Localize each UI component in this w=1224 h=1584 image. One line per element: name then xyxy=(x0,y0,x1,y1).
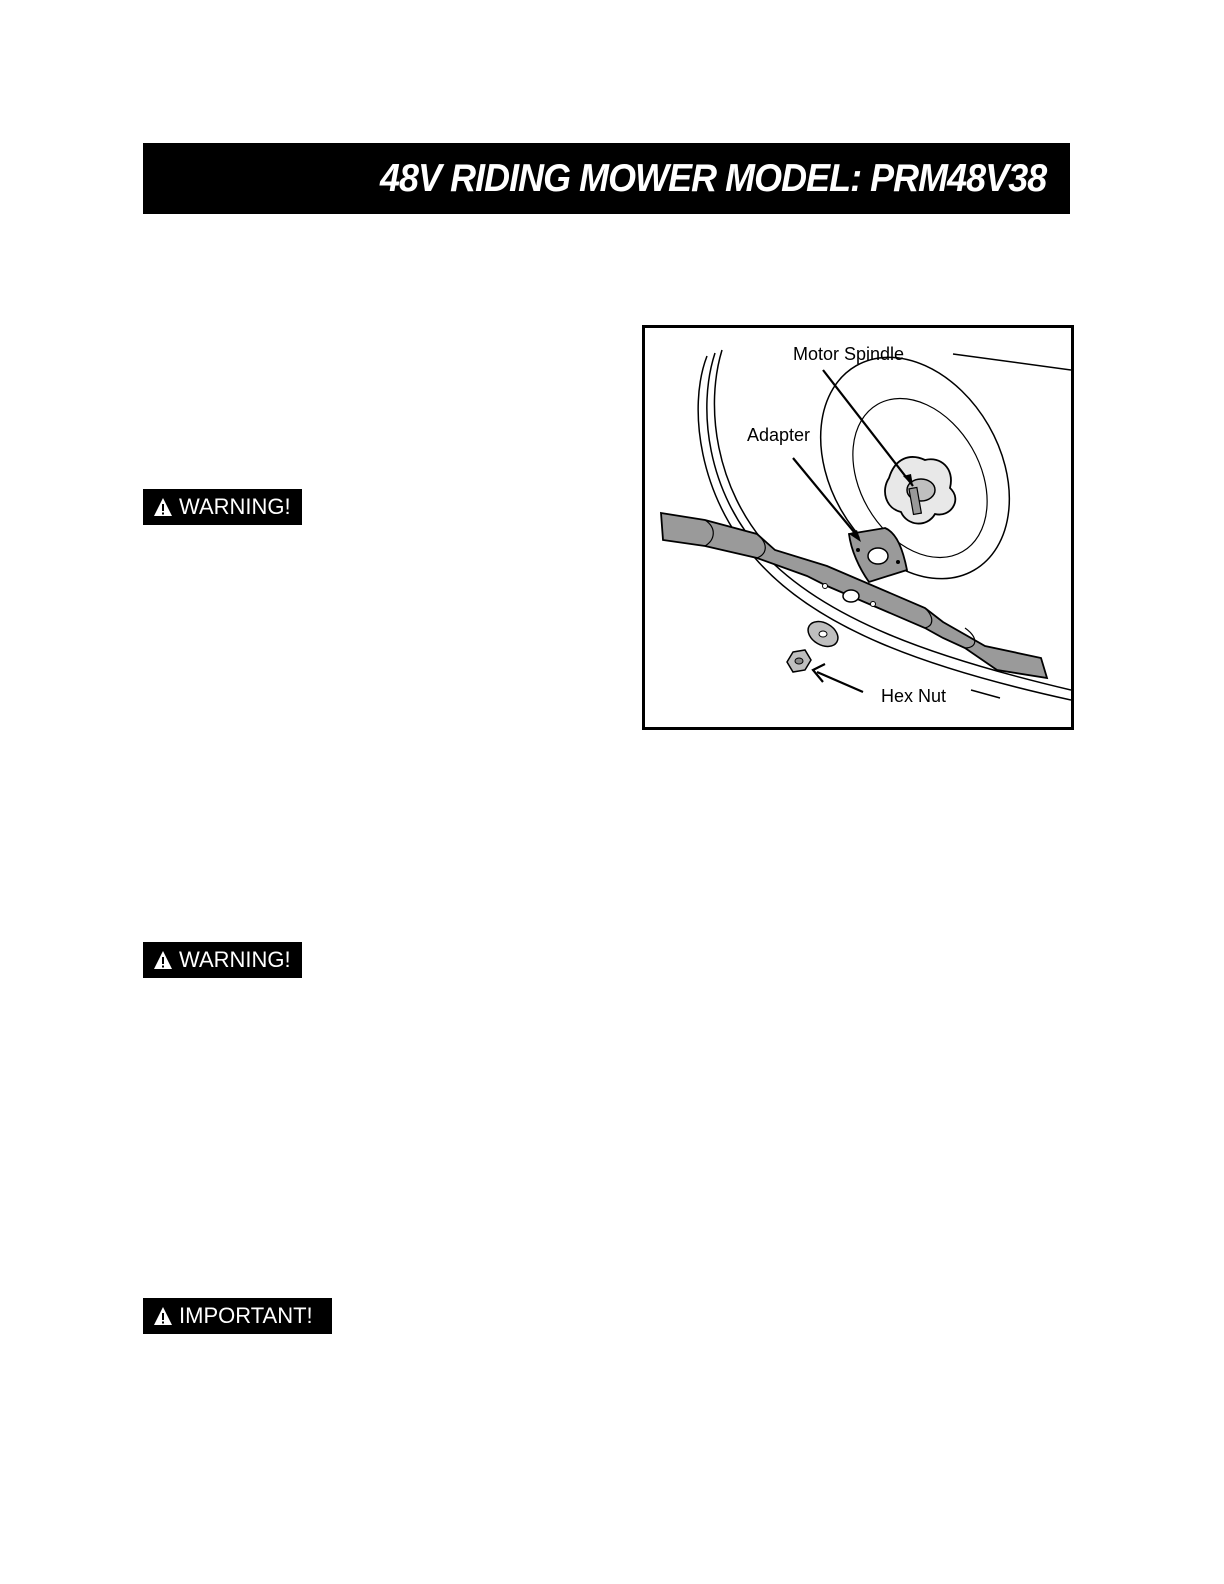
warning-badge-label: WARNING! xyxy=(179,947,291,972)
motor-spindle-label: Motor Spindle xyxy=(793,344,905,364)
warning-badge xyxy=(143,489,302,525)
important-badge-label: IMPORTANT! xyxy=(179,1303,313,1328)
hex-nut-label: Hex Nut xyxy=(881,686,947,706)
warning-badge xyxy=(143,942,302,978)
warning-triangle-icon xyxy=(153,497,173,517)
important-badge xyxy=(143,1298,332,1334)
header-bar xyxy=(143,143,1070,214)
blade-assembly-diagram xyxy=(642,325,1074,730)
adapter-label: Adapter xyxy=(747,425,811,445)
page-title: 48V RIDING MOWER MODEL: PRM48V38 xyxy=(379,156,1046,200)
warning-triangle-icon xyxy=(153,950,173,970)
warning-triangle-icon xyxy=(153,1306,173,1326)
blade-assembly-illustration xyxy=(645,328,1071,727)
warning-badge-label: WARNING! xyxy=(179,494,291,519)
